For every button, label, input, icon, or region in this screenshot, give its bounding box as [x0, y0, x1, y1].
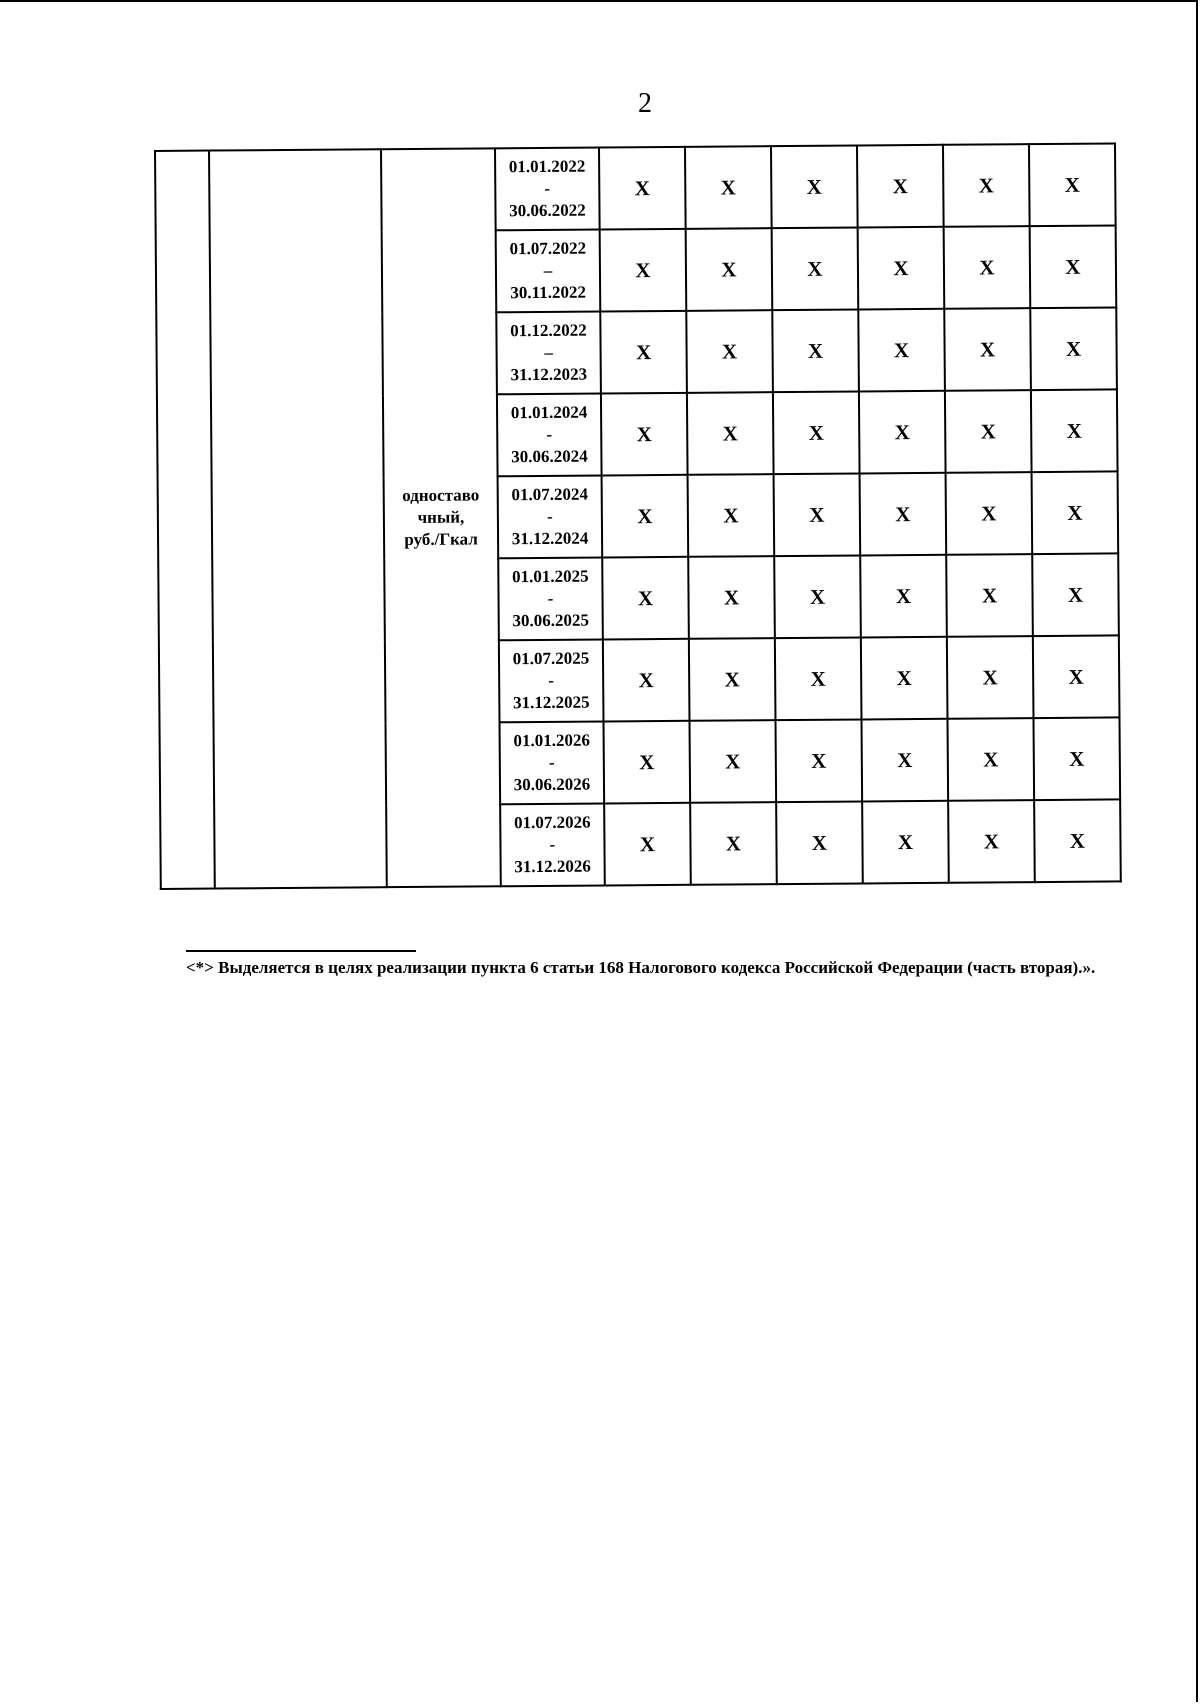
tariff-unit-line: одноставо — [402, 485, 480, 506]
period-start: 01.07.2022 — [509, 238, 587, 259]
tariff-unit-cell — [381, 148, 501, 887]
value-cell: Х — [775, 719, 862, 802]
period-cell — [496, 230, 601, 313]
value-cell: Х — [599, 147, 686, 230]
period-start: 01.01.2024 — [510, 402, 588, 423]
value-cell: Х — [862, 801, 949, 884]
period-sep: - — [547, 588, 554, 608]
period-start: 01.01.2025 — [512, 566, 589, 587]
value-cell: Х — [857, 145, 944, 228]
value-cell: Х — [947, 718, 1034, 801]
value-cell: Х — [601, 393, 688, 476]
period-cell — [499, 639, 604, 722]
period-sep: - — [548, 752, 555, 772]
tariff-unit-line: руб./Гкал — [404, 529, 478, 550]
value-cell: Х — [689, 720, 776, 803]
value-cell: Х — [602, 475, 689, 558]
value-cell: Х — [776, 801, 863, 884]
period-end: 30.06.2022 — [509, 200, 586, 221]
period-end: 31.12.2026 — [514, 856, 591, 877]
value-cell: Х — [771, 145, 858, 228]
value-cell: Х — [861, 719, 948, 802]
value-cell: Х — [772, 227, 859, 310]
value-cell: Х — [1030, 225, 1117, 308]
period-start: 01.01.2026 — [513, 730, 590, 751]
period-end: 30.06.2024 — [511, 446, 588, 467]
value-cell: Х — [685, 146, 772, 229]
value-cell: Х — [858, 227, 945, 310]
period-cell — [500, 721, 605, 804]
period-end: 30.06.2025 — [512, 610, 590, 631]
period-sep: - — [546, 506, 553, 526]
period-cell — [497, 393, 602, 476]
value-cell: Х — [1032, 553, 1119, 636]
value-cell: Х — [604, 803, 691, 886]
value-cell: Х — [860, 555, 947, 638]
value-cell: Х — [945, 390, 1032, 473]
period-sep: - — [549, 834, 556, 854]
period-start: 01.01.2022 — [508, 156, 586, 177]
value-cell: Х — [600, 229, 687, 312]
value-cell: Х — [686, 228, 773, 311]
value-cell: Х — [688, 474, 775, 557]
value-cell: Х — [686, 310, 773, 393]
value-cell: Х — [948, 800, 1035, 883]
period-sep: - — [544, 178, 551, 198]
value-cell: Х — [690, 802, 777, 885]
period-cell — [498, 475, 603, 558]
row-number-cell — [155, 151, 215, 889]
value-cell: Х — [774, 555, 861, 638]
period-end: 31.12.2023 — [510, 364, 588, 385]
value-cell: Х — [687, 392, 774, 475]
value-cell: Х — [944, 226, 1031, 309]
value-cell: Х — [859, 391, 946, 474]
value-cell: Х — [1031, 389, 1118, 472]
value-cell: Х — [603, 639, 690, 722]
value-cell: Х — [943, 144, 1030, 227]
value-cell: Х — [944, 308, 1031, 391]
table-row — [155, 143, 1116, 233]
value-cell: Х — [858, 309, 945, 392]
period-start: 01.07.2024 — [511, 484, 589, 505]
organization-cell — [209, 149, 387, 888]
tariff-table-body — [155, 143, 1121, 889]
period-end: 30.11.2022 — [510, 282, 586, 303]
value-cell: Х — [1030, 307, 1117, 390]
period-sep: – — [543, 260, 553, 280]
footnote: <*> Выделяется в целях реализации пункта 6 статьи 168 Налогового кодекса Российской Федерации (часть вторая).». — [186, 958, 1096, 977]
period-start: 01.07.2025 — [512, 648, 590, 669]
period-end: 31.12.2024 — [511, 528, 589, 549]
period-cell — [496, 311, 601, 394]
page-number: 2 — [638, 88, 652, 119]
period-end: 30.06.2026 — [513, 774, 591, 795]
period-sep: - — [548, 670, 555, 690]
value-cell: Х — [688, 556, 775, 639]
value-cell: Х — [946, 472, 1033, 555]
period-end: 31.12.2025 — [513, 692, 590, 713]
period-sep: - — [546, 424, 553, 444]
value-cell: Х — [861, 637, 948, 720]
value-cell: Х — [689, 638, 776, 721]
value-cell: Х — [773, 391, 860, 474]
value-cell: Х — [946, 554, 1033, 637]
value-cell: Х — [604, 721, 691, 804]
value-cell: Х — [1032, 471, 1119, 554]
value-cell: Х — [775, 637, 862, 720]
value-cell: Х — [772, 309, 859, 392]
period-cell — [500, 803, 605, 886]
value-cell: Х — [1034, 799, 1121, 882]
footnote-rule — [186, 950, 416, 952]
period-cell — [495, 148, 600, 231]
value-cell: Х — [602, 557, 689, 640]
value-cell: Х — [1029, 143, 1116, 226]
period-start: 01.07.2026 — [513, 812, 591, 833]
period-cell — [498, 557, 603, 640]
value-cell: Х — [1033, 717, 1120, 800]
tariff-table — [154, 142, 1122, 890]
tariff-unit-line: чный, — [417, 507, 465, 527]
value-cell: Х — [774, 473, 861, 556]
value-cell: Х — [947, 636, 1034, 719]
value-cell: Х — [1033, 635, 1120, 718]
value-cell: Х — [600, 311, 687, 394]
period-sep: – — [544, 342, 553, 362]
value-cell: Х — [860, 473, 947, 556]
period-start: 01.12.2022 — [510, 320, 587, 341]
